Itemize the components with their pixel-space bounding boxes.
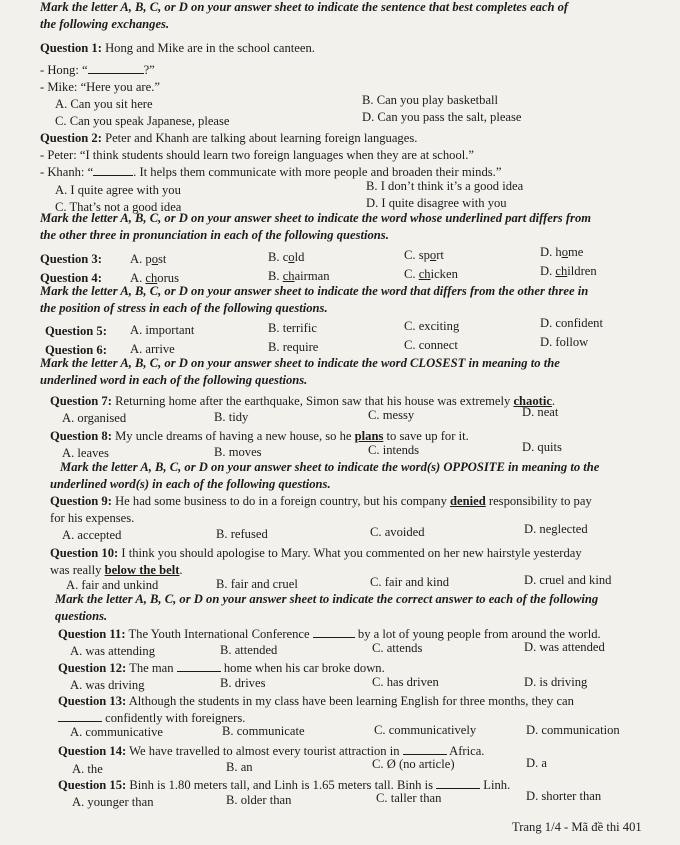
answer-option-q5l [45, 324, 107, 339]
text-run: B. require [268, 340, 319, 354]
answer-option-q4a [130, 271, 179, 286]
answer-option-q9b [216, 527, 268, 542]
text-run: Question 8: [50, 429, 112, 443]
text-run: B. I don’t think it’s a good idea [366, 179, 524, 193]
text-run: confidently with foreigners. [102, 711, 246, 725]
text-run: . [551, 394, 556, 408]
answer-option-q7d [522, 405, 558, 420]
text-run: D. neat [522, 405, 559, 419]
text-run: Question 10: [50, 546, 119, 560]
text-run: C. Can you speak Japanese, please [55, 114, 230, 128]
text-line-q7 [50, 394, 555, 409]
underlined-text: plans [354, 429, 384, 443]
text-run: The man [126, 661, 177, 675]
text-run: B. an [226, 760, 253, 774]
text-run: A. Can you sit here [55, 97, 153, 111]
answer-option-q15a [72, 795, 154, 810]
answer-option-q3a [130, 252, 166, 267]
text-line-q13b [58, 711, 245, 726]
answer-option-q15c [376, 791, 441, 806]
text-run: D. neglected [524, 522, 588, 536]
underlined-text: o [429, 248, 437, 262]
text-run: Question 6: [45, 343, 107, 357]
text-run: me [568, 245, 584, 259]
text-run: The Youth International Conference [125, 627, 313, 641]
answer-option-q15d [526, 789, 601, 804]
answer-option-q5b [268, 321, 317, 336]
text-line-q8 [50, 429, 469, 444]
text-run: C. fair and kind [370, 575, 450, 589]
answer-option-q14a [72, 762, 103, 777]
answer-option-q5d [540, 316, 603, 331]
text-run: Question 3: [40, 252, 102, 266]
text-run: A. was driving [70, 678, 145, 692]
text-run: B. refused [216, 527, 268, 541]
text-run: Question 2: [40, 131, 102, 145]
answer-option-q13a [70, 725, 163, 740]
answer-option-q3b [268, 250, 304, 265]
text-run: C. connect [404, 338, 458, 352]
text-run: D. [540, 264, 556, 278]
answer-option-q5c [404, 319, 459, 334]
answer-option-q10c [370, 575, 449, 590]
text-line-q1 [40, 41, 315, 56]
answer-option-q4c [404, 267, 458, 282]
text-run: A. [130, 271, 146, 285]
text-run: C. taller than [376, 791, 442, 805]
text-run: A. organised [62, 411, 127, 425]
text-run: by a lot of young people from around the world. [354, 627, 601, 641]
answer-option-q6d [540, 335, 588, 350]
answer-option-q7c [368, 408, 414, 423]
answer-option-q15b [226, 793, 291, 808]
text-run: We have travelled to almost every tourist attraction in [126, 744, 403, 758]
text-run: D. is driving [524, 675, 588, 689]
text-line-q10b [50, 563, 183, 578]
answer-option-q1d [362, 110, 522, 125]
text-run: C. [404, 267, 419, 281]
answer-option-q1a [55, 97, 153, 112]
answer-blank [436, 778, 480, 789]
text-run: D. confident [540, 316, 603, 330]
underlined-text: denied [450, 494, 486, 508]
text-run: D. a [526, 756, 547, 770]
text-run: Question 12: [58, 661, 127, 675]
answer-option-q12b [220, 676, 265, 691]
text-line-i1a: Mark the letter A, B, C, or D on your answer sheet to indicate the sentence that best completes each of [40, 0, 569, 14]
text-run: Question 5: [45, 324, 107, 338]
answer-option-q6c [404, 338, 458, 353]
text-run: C. Ø (no article) [372, 757, 455, 771]
text-run: D. follow [540, 335, 589, 349]
text-line-q13 [58, 694, 574, 709]
answer-option-q7a [62, 411, 126, 426]
text-run: B. drives [220, 676, 266, 690]
text-line-i3b: the position of stress in each of the following questions. [40, 301, 328, 315]
text-run: D. quits [522, 440, 562, 454]
answer-option-q2c [55, 200, 181, 215]
text-line-q12 [58, 661, 385, 676]
text-line-i5a: Mark the letter A, B, C, or D on your answer sheet to indicate the word(s) OPPOSITE in meaning to the [60, 460, 600, 474]
answer-option-q5a [130, 323, 194, 338]
text-run: A. important [130, 323, 195, 337]
text-run: Question 9: [50, 494, 112, 508]
text-run: D. Can you pass the salt, please [362, 110, 522, 124]
text-line-i2a: Mark the letter A, B, C, or D on your answer sheet to indicate the word whose underlined part differs from [40, 211, 592, 225]
answer-blank [58, 711, 102, 722]
underlined-text: ch [145, 271, 158, 285]
text-line-i5b: underlined word(s) in each of the following questions. [50, 477, 331, 491]
answer-option-q8a [62, 446, 109, 461]
text-run: Question 13: [58, 694, 127, 708]
text-line-q2p: - Peter: “I think students should learn two foreign languages when they are at school.” [40, 148, 475, 162]
text-run: A. the [72, 762, 103, 776]
underlined-text: chaotic [513, 394, 552, 408]
answer-option-q2d [366, 196, 507, 211]
text-line-i1b: the following exchanges. [40, 17, 170, 31]
text-line-foot: Trang 1/4 - Mã đề thi 401 [512, 820, 642, 834]
text-line-i2b: the other three in pronunciation in each of the following questions. [40, 228, 389, 242]
text-line-q1m: - Mike: “Here you are.” [40, 80, 160, 94]
text-run: B. terrific [268, 321, 317, 335]
text-run: C. has driven [372, 675, 439, 689]
text-run: Hong and Mike are in the school canteen. [101, 41, 315, 55]
underlined-text: o [561, 245, 568, 259]
text-run: Peter and Khanh are talking about learning foreign languages. [101, 131, 418, 145]
text-run: C. exciting [404, 319, 460, 333]
text-run: A. fair and unkind [66, 578, 159, 592]
underlined-text: ch [555, 264, 568, 278]
answer-option-q4l [40, 271, 102, 286]
text-run: B. Can you play basketball [362, 93, 499, 107]
answer-option-q9c [370, 525, 425, 540]
text-line-q2k [40, 165, 501, 180]
text-run: A. was attending [70, 644, 155, 658]
text-run: airman [294, 269, 330, 283]
text-run: A. accepted [62, 528, 122, 542]
text-run: ?” [143, 63, 155, 77]
text-run: A. arrive [130, 342, 175, 356]
answer-option-q13c [374, 723, 476, 738]
text-line-q2 [40, 131, 417, 146]
answer-blank [177, 661, 221, 672]
answer-option-q10b [216, 577, 298, 592]
text-run: D. communication [526, 723, 620, 737]
text-run: B. moves [214, 445, 262, 459]
text-line-q1h [40, 63, 155, 78]
answer-option-q6a [130, 342, 175, 357]
text-run: C. That’s not a good idea [55, 200, 182, 214]
text-run: Question 4: [40, 271, 102, 285]
text-run: A. p [130, 252, 152, 266]
text-run: B. [268, 269, 283, 283]
answer-blank [93, 165, 133, 176]
text-run: Africa. [446, 744, 485, 758]
answer-blank [313, 627, 355, 638]
answer-option-q14c [372, 757, 455, 772]
answer-option-q9a [62, 528, 121, 543]
answer-option-q4b [268, 269, 330, 284]
answer-option-q4d [540, 264, 597, 279]
text-run: to save up for it. [383, 429, 469, 443]
underlined-text: ch [418, 267, 431, 281]
text-run: B. c [268, 250, 289, 264]
text-run: A. I quite agree with you [55, 183, 181, 197]
text-run: Question 14: [58, 744, 127, 758]
text-run: B. communicate [222, 724, 305, 738]
text-run: B. attended [220, 643, 278, 657]
text-run: C. messy [368, 408, 415, 422]
text-line-q15 [58, 778, 510, 793]
text-run: My uncle dreams of having a new house, so he [111, 429, 355, 443]
text-run: A. leaves [62, 446, 109, 460]
text-run: C. communicatively [374, 723, 477, 737]
answer-blank [88, 63, 144, 74]
text-run: Question 11: [58, 627, 126, 641]
text-run: Although the students in my class have been learning English for three months, they can [126, 694, 574, 708]
text-run: A. communicative [70, 725, 164, 739]
answer-option-q6l [45, 343, 107, 358]
answer-option-q13d [526, 723, 620, 738]
text-run: C. attends [372, 641, 423, 655]
answer-option-q13b [222, 724, 305, 739]
text-run: icken [430, 267, 458, 281]
text-run: D. shorter than [526, 789, 602, 803]
text-run: A. younger than [72, 795, 154, 809]
text-run: D. h [540, 245, 562, 259]
text-run: - Khanh: “ [40, 165, 94, 179]
answer-option-q7b [214, 410, 248, 425]
text-line-i3a: Mark the letter A, B, C, or D on your answer sheet to indicate the word that differs from the other three in [40, 284, 589, 298]
text-run: rt [436, 248, 444, 262]
answer-option-q8d [522, 440, 562, 455]
text-run: Question 15: [58, 778, 127, 792]
text-run: was really [50, 563, 105, 577]
text-run: Question 7: [50, 394, 112, 408]
text-line-q9b: for his expenses. [50, 511, 135, 525]
text-line-i6b: questions. [55, 609, 108, 623]
answer-option-q1c [55, 114, 230, 129]
answer-option-q1b [362, 93, 498, 108]
text-run: Linh. [480, 778, 511, 792]
answer-option-q12a [70, 678, 145, 693]
text-run: ld [294, 250, 305, 264]
underlined-text: ch [282, 269, 295, 283]
text-run: home when his car broke down. [220, 661, 385, 675]
text-run: . It helps them communicate with more people and broaden their minds.” [133, 165, 502, 179]
answer-option-q11b [220, 643, 277, 658]
text-run: ildren [567, 264, 597, 278]
answer-option-q3d [540, 245, 583, 260]
answer-option-q10d [524, 573, 611, 588]
answer-option-q12c [372, 675, 439, 690]
text-run: orus [157, 271, 179, 285]
answer-option-q14b [226, 760, 253, 775]
text-run: responsibility to pay [485, 494, 592, 508]
text-run: B. fair and cruel [216, 577, 298, 591]
answer-option-q8b [214, 445, 262, 460]
text-run: B. older than [226, 793, 292, 807]
text-run: st [158, 252, 167, 266]
text-run: D. cruel and kind [524, 573, 612, 587]
text-line-q9 [50, 494, 592, 509]
answer-option-q9d [524, 522, 588, 537]
text-line-i6a: Mark the letter A, B, C, or D on your answer sheet to indicate the correct answer to each of the following [55, 592, 599, 606]
text-run: B. tidy [214, 410, 249, 424]
text-run: Question 1: [40, 41, 102, 55]
text-line-q10 [50, 546, 582, 561]
text-run: . [179, 563, 183, 577]
text-line-q11 [58, 627, 601, 642]
answer-option-q10a [66, 578, 158, 593]
text-run: I think you should apologise to Mary. What you commented on her new hairstyle yesterday [118, 546, 582, 560]
answer-option-q11a [70, 644, 155, 659]
answer-option-q3c [404, 248, 444, 263]
text-line-i4b: underlined word in each of the following questions. [40, 373, 308, 387]
text-run: C. intends [368, 443, 420, 457]
answer-option-q6b [268, 340, 318, 355]
answer-option-q11d [524, 640, 605, 655]
answer-blank [403, 744, 447, 755]
text-run: He had some business to do in a foreign country, but his company [111, 494, 451, 508]
answer-option-q3l [40, 252, 102, 267]
underlined-text: o [288, 250, 295, 264]
answer-option-q12d [524, 675, 587, 690]
underlined-text: o [151, 252, 158, 266]
answer-option-q2a [55, 183, 181, 198]
answer-option-q11c [372, 641, 422, 656]
answer-option-q8c [368, 443, 419, 458]
text-line-i4a: Mark the letter A, B, C, or D on your answer sheet to indicate the word CLOSEST in meaning to the [40, 356, 560, 370]
text-run: Returning home after the earthquake, Simon saw that his house was extremely [111, 394, 514, 408]
text-run: C. avoided [370, 525, 425, 539]
answer-option-q2b [366, 179, 523, 194]
answer-option-q14d [526, 756, 547, 771]
text-run: Binh is 1.80 meters tall, and Linh is 1.65 meters tall. Binh is [126, 778, 437, 792]
text-run: - Hong: “ [40, 63, 88, 77]
text-run: D. was attended [524, 640, 605, 654]
text-run: D. I quite disagree with you [366, 196, 507, 210]
underlined-text: below the belt [104, 563, 180, 577]
text-run: C. sp [404, 248, 430, 262]
